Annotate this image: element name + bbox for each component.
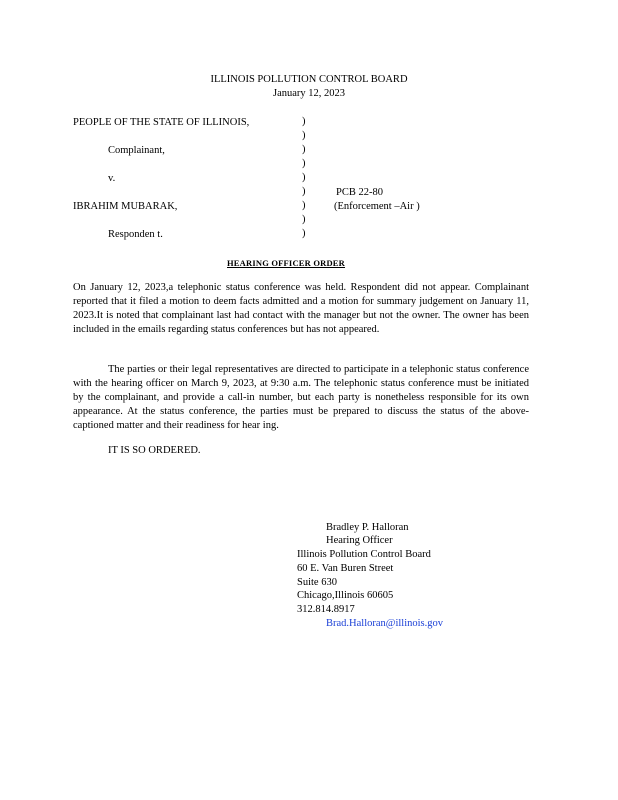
defendant-name: IBRAHIM MUBARAK, bbox=[73, 201, 178, 212]
paren: ) bbox=[302, 130, 306, 141]
signer-title: Hearing Officer bbox=[326, 535, 393, 546]
defendant-role: Responden t. bbox=[108, 229, 163, 240]
paragraph-2: The parties or their legal representatives are directed to participate in a telephonic status conference with the hearing officer on March 9, 2023, at 9:30 a.m. The telephonic status conference must be initiated by the complainant, and provide a call-in number, but each party is nonetheless responsible for its own appearance. At the status conference, the parties must be prepared to discuss the status of the above- captioned matter and their readiness for hear ing. bbox=[73, 364, 529, 431]
caption-parentheses bbox=[302, 115, 310, 241]
phone-number: 312.814.8917 bbox=[297, 604, 355, 615]
case-type: (Enforcement –Air ) bbox=[334, 201, 420, 212]
paragraph-1: On January 12, 2023,a telephonic status conference was held. Respondent did not appear. Complainant reported that it filed a motion to deem facts admitted and a motion for summary judgement on January 11, 2023.It is noted that complainant last had contact with the manager but not the owner. The owner has been included in the emails regarding status conferences but has not appeared. bbox=[73, 282, 529, 335]
plaintiff-role: Complainant, bbox=[108, 145, 165, 156]
plaintiff-name: PEOPLE OF THE STATE OF ILLINOIS, bbox=[73, 117, 250, 128]
paren: ) bbox=[302, 158, 306, 169]
paren: ) bbox=[302, 116, 306, 127]
address-suite: Suite 630 bbox=[297, 577, 337, 588]
paren: ) bbox=[302, 228, 306, 239]
signer-name: Bradley P. Halloran bbox=[326, 522, 409, 533]
versus-label: v. bbox=[108, 173, 116, 184]
paren: ) bbox=[302, 214, 306, 225]
email-link[interactable]: Brad.Halloran@illinois.gov bbox=[326, 618, 443, 629]
case-number: PCB 22-80 bbox=[336, 187, 383, 198]
paren: ) bbox=[302, 144, 306, 155]
address-city: Chicago,Illinois 60605 bbox=[297, 590, 394, 601]
document-title: HEARING OFFICER ORDER bbox=[227, 258, 346, 268]
paren: ) bbox=[302, 172, 306, 183]
order-date: January 12, 2023 bbox=[272, 88, 346, 99]
paren: ) bbox=[302, 200, 306, 211]
address-street: 60 E. Van Buren Street bbox=[297, 563, 394, 574]
signer-org: Illinois Pollution Control Board bbox=[297, 549, 431, 560]
paren: ) bbox=[302, 186, 306, 197]
agency-name: ILLINOIS POLLUTION CONTROL BOARD bbox=[210, 74, 408, 85]
closing-statement: IT IS SO ORDERED. bbox=[108, 445, 201, 456]
